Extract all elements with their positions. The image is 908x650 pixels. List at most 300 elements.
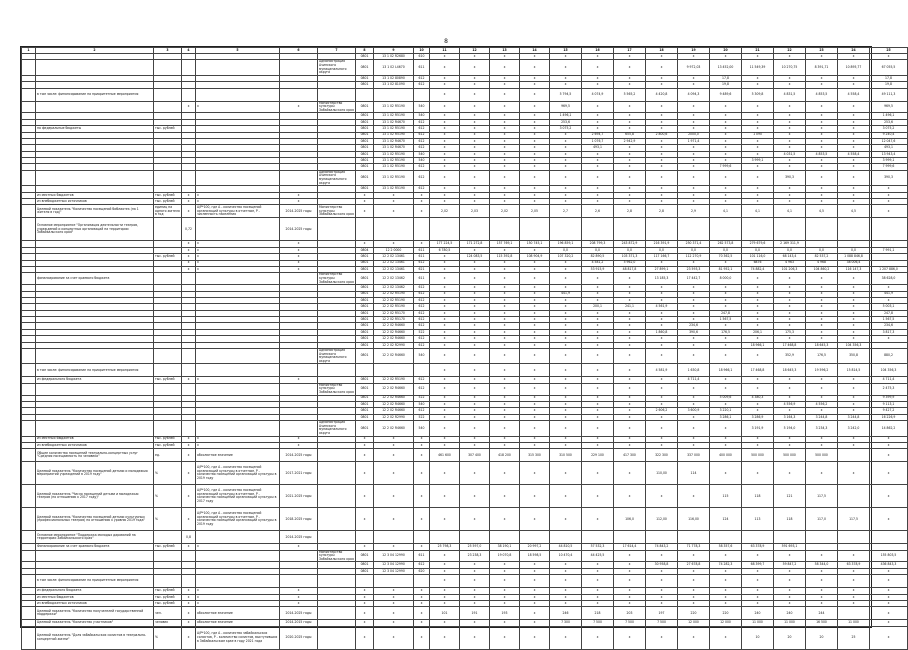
value-cell: x	[646, 342, 678, 348]
value-cell: х	[870, 626, 908, 649]
value-cell: x	[490, 285, 520, 291]
target-code-cell: 13 1 02 R5190	[374, 113, 414, 119]
value-cell: x	[550, 442, 582, 448]
row-name-cell: Целевой показатель "Доля забайкальских солистов в театрально-концертной жизни"	[36, 626, 154, 649]
value-cell: x	[838, 383, 870, 395]
formula-cell	[196, 60, 280, 75]
value-cell: x	[460, 54, 490, 60]
section-code-cell: 0801	[356, 414, 374, 420]
value-cell: x	[582, 421, 614, 436]
unit-cell	[154, 364, 182, 377]
target-code-cell: 13 1 02 R5190	[374, 126, 414, 132]
value-cell: x	[430, 199, 460, 205]
formula-cell	[196, 273, 280, 285]
value-cell: x	[582, 383, 614, 395]
value-cell: x	[550, 377, 582, 383]
value-cell: 315 300	[520, 449, 550, 462]
value-cell: х	[520, 626, 550, 649]
value-cell: x	[806, 145, 838, 151]
value-cell: x	[520, 349, 550, 364]
target-code-cell: 12 2 02 R4660	[374, 401, 414, 407]
expense-type-cell: 612	[414, 377, 430, 383]
value-cell: x	[460, 60, 490, 75]
value-cell: x	[742, 192, 774, 198]
row-number-cell	[22, 462, 36, 485]
value-cell: x	[742, 291, 774, 297]
value-cell: 3 817,3	[870, 329, 908, 335]
target-code-cell: 12 2 0000	[374, 247, 414, 253]
value-cell: x	[582, 442, 614, 448]
weight-cell	[182, 170, 196, 185]
value-cell: x	[460, 126, 490, 132]
value-cell: 118	[742, 485, 774, 508]
value-cell: 20	[774, 626, 806, 649]
value-cell: 8 391,71	[806, 60, 838, 75]
expense-type-cell: 540	[414, 158, 430, 164]
value-cell: x	[520, 401, 550, 407]
value-cell: x	[430, 254, 460, 260]
value-cell: x	[430, 436, 460, 442]
value-cell: x	[520, 317, 550, 323]
value-cell	[774, 531, 806, 544]
unit-cell	[154, 88, 182, 101]
header-cell: 21	[742, 48, 774, 54]
value-cell: 4 074,9	[582, 88, 614, 101]
value-cell: 2 169 311,9	[774, 241, 806, 247]
value-cell: x	[742, 101, 774, 113]
value-cell: x	[806, 377, 838, 383]
value-cell: 44 425,5	[582, 550, 614, 562]
value-cell: x	[614, 119, 646, 125]
section-code-cell: 0801	[356, 297, 374, 303]
value-cell: 67 055,5	[870, 60, 908, 75]
value-cell: x	[520, 285, 550, 291]
header-cell: 19	[678, 48, 710, 54]
value-cell: x	[430, 164, 460, 170]
value-cell: х	[520, 485, 550, 508]
value-cell: x	[806, 82, 838, 88]
value-cell: х	[460, 626, 490, 649]
value-cell: x	[838, 132, 870, 138]
value-cell: 177 224,5	[430, 241, 460, 247]
value-cell: x	[490, 395, 520, 401]
value-cell: 400 000	[710, 449, 742, 462]
expense-type-cell: 620	[414, 568, 430, 574]
value-cell: x	[490, 260, 520, 266]
value-cell: x	[550, 342, 582, 348]
value-cell: x	[646, 138, 678, 144]
value-cell: x	[430, 550, 460, 562]
value-cell: x	[614, 323, 646, 329]
value-cell: x	[870, 199, 908, 205]
value-cell: x	[582, 377, 614, 383]
value-cell: x	[582, 101, 614, 113]
value-cell: 18 598,5	[520, 550, 550, 562]
value-cell: 3 075,2	[550, 126, 582, 132]
value-cell: 176,5	[710, 329, 742, 335]
value-cell: x	[646, 550, 678, 562]
value-cell: x	[460, 436, 490, 442]
value-cell: 23 593,3	[678, 266, 710, 272]
value-cell: x	[774, 304, 806, 310]
section-code-cell: 0801	[356, 408, 374, 414]
value-cell: x	[806, 75, 838, 81]
section-code-cell	[356, 531, 374, 544]
section-code-cell: 0801	[356, 186, 374, 192]
value-cell: x	[520, 88, 550, 101]
executor-cell	[318, 626, 356, 649]
value-cell: x	[550, 186, 582, 192]
value-cell: x	[806, 408, 838, 414]
value-cell: х	[520, 508, 550, 531]
weight-cell	[182, 349, 196, 364]
value-cell: x	[838, 408, 870, 414]
value-cell: x	[582, 323, 614, 329]
value-cell: x	[550, 138, 582, 144]
section-code-cell: 0801	[356, 349, 374, 364]
table-row	[22, 170, 908, 185]
value-cell: х	[520, 462, 550, 485]
value-cell: x	[742, 601, 774, 607]
value-cell: 310 500	[550, 449, 582, 462]
table-row	[22, 626, 908, 649]
value-cell: x	[490, 342, 520, 348]
value-cell: x	[550, 310, 582, 316]
value-cell: x	[460, 186, 490, 192]
unit-cell: единиц на одного жителя в год	[155, 205, 180, 217]
value-cell	[550, 531, 582, 544]
section-code-cell: 0801	[356, 158, 374, 164]
value-cell	[678, 531, 710, 544]
target-code-cell: х	[374, 620, 414, 626]
value-cell: x	[646, 421, 678, 436]
unit-cell: %	[154, 626, 182, 649]
value-cell: 18 645,3	[806, 342, 838, 348]
unit-cell	[154, 575, 182, 588]
value-cell: x	[490, 291, 520, 297]
target-code-cell: x	[374, 594, 414, 600]
value-cell: 247,8	[870, 310, 908, 316]
value-cell: x	[614, 377, 646, 383]
value-cell: x	[520, 158, 550, 164]
value-cell: 38 006,4	[838, 260, 870, 266]
value-cell: x	[520, 336, 550, 342]
value-cell: х	[430, 620, 460, 626]
value-cell: 2,8	[646, 205, 678, 218]
value-cell: 11 000	[838, 620, 870, 626]
row-name-cell	[36, 170, 154, 185]
expense-type-cell	[414, 364, 430, 377]
value-cell: 9 113,1	[870, 401, 908, 407]
value-cell: 3 244,8	[806, 414, 838, 420]
section-code-cell: 0801	[356, 550, 374, 562]
value-cell: x	[490, 310, 520, 316]
value-cell: x	[678, 285, 710, 291]
value-cell: 3 191,9	[742, 421, 774, 436]
value-cell: 49 111,3	[870, 88, 908, 101]
value-cell: x	[430, 310, 460, 316]
value-cell: 6 780,5	[430, 247, 460, 253]
value-cell: x	[430, 138, 460, 144]
expense-type-cell: х	[414, 485, 430, 508]
value-cell: x	[430, 383, 460, 395]
value-cell: x	[460, 562, 490, 568]
value-cell: x	[430, 336, 460, 342]
value-cell: x	[678, 186, 710, 192]
value-cell: 63 378,9	[838, 562, 870, 568]
value-cell: x	[520, 247, 550, 253]
value-cell: x	[838, 138, 870, 144]
value-cell: x	[550, 75, 582, 81]
period-cell: 2017-2021 годы	[280, 462, 318, 485]
expense-type-cell: 612	[414, 164, 430, 170]
value-cell: x	[646, 186, 678, 192]
value-cell: x	[430, 285, 460, 291]
value-cell	[430, 218, 460, 241]
value-cell: х	[838, 462, 870, 485]
target-code-cell: 12 2 02 R5190	[374, 297, 414, 303]
value-cell: x	[806, 395, 838, 401]
value-cell: 8 000,0	[710, 273, 742, 285]
value-cell: x	[742, 170, 774, 185]
value-cell: x	[646, 317, 678, 323]
value-cell: x	[490, 151, 520, 157]
executor-cell: Администрация Ачинского муниципального округа	[318, 349, 356, 364]
row-number-cell	[22, 60, 36, 75]
value-cell: x	[742, 297, 774, 303]
value-cell: 4 711,4	[870, 377, 908, 383]
expense-type-cell: 610	[414, 54, 430, 60]
value-cell: 2 694,7	[582, 132, 614, 138]
value-cell: x	[614, 192, 646, 198]
value-cell: 4,5	[838, 205, 870, 218]
value-cell: x	[614, 145, 646, 151]
value-cell: x	[490, 594, 520, 600]
value-cell: 250 371,4	[678, 241, 710, 247]
value-cell: х	[460, 485, 490, 508]
value-cell	[678, 218, 710, 241]
value-cell: x	[460, 170, 490, 185]
value-cell: 155 803,5	[870, 550, 908, 562]
target-code-cell: x	[374, 544, 414, 550]
value-cell: x	[550, 408, 582, 414]
value-cell: x	[838, 310, 870, 316]
value-cell: 9 972,03	[678, 60, 710, 75]
value-cell: x	[520, 75, 550, 81]
value-cell: x	[742, 349, 774, 364]
value-cell: x	[582, 317, 614, 323]
row-name-cell	[36, 550, 154, 562]
value-cell: x	[582, 297, 614, 303]
value-cell	[870, 218, 908, 241]
weight-cell: x	[182, 247, 196, 253]
value-cell: x	[678, 317, 710, 323]
formula-cell: x	[196, 254, 280, 260]
value-cell: x	[490, 54, 520, 60]
value-cell: 591 693,1	[774, 544, 806, 550]
value-cell: x	[490, 401, 520, 407]
value-cell: x	[710, 158, 742, 164]
expense-type-cell: x	[414, 588, 430, 594]
executor-cell: Министерство культуры Забайкальского края	[319, 100, 354, 112]
value-cell: x	[520, 138, 550, 144]
value-cell: x	[710, 199, 742, 205]
value-cell: x	[460, 151, 490, 157]
value-cell: x	[774, 377, 806, 383]
expense-type-cell: х	[414, 626, 430, 649]
value-cell: x	[838, 436, 870, 442]
expense-type-cell: x	[414, 594, 430, 600]
value-cell: x	[614, 336, 646, 342]
value-cell: 115	[710, 485, 742, 508]
value-cell: x	[430, 414, 460, 420]
value-cell: 3 286,9	[742, 414, 774, 420]
value-cell: x	[550, 260, 582, 266]
section-code-cell: 0801	[356, 75, 374, 81]
target-code-cell: 13 1 02 R4670	[374, 138, 414, 144]
value-cell: х	[460, 462, 490, 485]
period-cell: 2014-2025 годы	[280, 531, 318, 544]
value-cell	[742, 531, 774, 544]
value-cell: х	[582, 485, 614, 508]
value-cell: x	[806, 436, 838, 442]
value-cell: х	[806, 462, 838, 485]
value-cell: 229 100	[582, 449, 614, 462]
value-cell: x	[710, 401, 742, 407]
value-cell: 2,02	[490, 205, 520, 218]
unit-cell	[154, 218, 182, 241]
value-cell: x	[774, 101, 806, 113]
value-cell: x	[430, 54, 460, 60]
value-cell: x	[774, 164, 806, 170]
value-cell: x	[490, 383, 520, 395]
section-code-cell: 0801	[356, 132, 374, 138]
value-cell: x	[520, 414, 550, 420]
target-code-cell: х	[374, 462, 414, 485]
value-cell: x	[774, 601, 806, 607]
value-cell: x	[678, 436, 710, 442]
header-cell: 15	[550, 48, 582, 54]
value-cell: x	[460, 82, 490, 88]
value-cell: x	[490, 101, 520, 113]
row-name-cell	[36, 60, 154, 75]
row-name-cell: в том числе: финансирование на приоритетные мероприятия	[36, 88, 154, 101]
value-cell: 11 549,39	[742, 60, 774, 75]
value-cell	[646, 218, 678, 241]
value-cell: x	[520, 126, 550, 132]
value-cell: x	[520, 304, 550, 310]
value-cell: x	[430, 297, 460, 303]
row-number-cell	[22, 205, 36, 218]
value-cell: 25 798,3	[430, 544, 460, 550]
value-cell: x	[838, 442, 870, 448]
weight-cell: x	[182, 544, 196, 550]
expense-type-cell: 612	[414, 145, 430, 151]
value-cell: x	[520, 164, 550, 170]
value-cell: x	[742, 550, 774, 562]
value-cell: x	[430, 395, 460, 401]
value-cell	[710, 218, 742, 241]
value-cell: x	[550, 414, 582, 420]
period-cell: x	[280, 588, 318, 594]
expense-type-cell: 612	[414, 170, 430, 185]
value-cell: x	[520, 260, 550, 266]
executor-cell: Министерство культуры Забайкальского края	[319, 382, 354, 394]
value-cell: 70 362,5	[710, 254, 742, 260]
value-cell: x	[614, 164, 646, 170]
value-cell: 124 083,5	[460, 254, 490, 260]
value-cell: x	[646, 291, 678, 297]
value-cell: x	[678, 101, 710, 113]
table-row	[22, 421, 908, 436]
target-code-cell: х	[374, 626, 414, 649]
period-cell	[280, 273, 318, 285]
value-cell: x	[742, 588, 774, 594]
target-code-cell: 12 2 02 R5190	[374, 291, 414, 297]
period-cell: 2014-2025 годы	[280, 607, 318, 620]
value-cell: x	[838, 291, 870, 297]
expense-type-cell: х	[414, 462, 430, 485]
value-cell: x	[806, 192, 838, 198]
value-cell: 18 966,1	[710, 364, 742, 377]
row-number-cell	[22, 364, 36, 377]
value-cell: 418 200	[490, 449, 520, 462]
value-cell: x	[460, 145, 490, 151]
row-number-cell	[22, 626, 36, 649]
value-cell: x	[520, 266, 550, 272]
value-cell: 7 500	[614, 620, 646, 626]
value-cell: x	[774, 145, 806, 151]
value-cell: x	[710, 145, 742, 151]
value-cell: x	[582, 199, 614, 205]
value-cell: 234,6	[678, 323, 710, 329]
value-cell: x	[838, 186, 870, 192]
value-cell: 390,6	[678, 329, 710, 335]
expense-type-cell: 612	[414, 132, 430, 138]
weight-cell	[182, 364, 196, 377]
value-cell: x	[646, 285, 678, 291]
value-cell: 218	[582, 607, 614, 620]
header-cell: 16	[582, 48, 614, 54]
value-cell: x	[774, 75, 806, 81]
value-cell: x	[774, 273, 806, 285]
value-cell: x	[460, 304, 490, 310]
table-row	[22, 462, 908, 485]
value-cell: x	[550, 158, 582, 164]
period-cell	[280, 60, 318, 75]
target-code-cell: 12 3 04 12990	[374, 562, 414, 568]
value-cell: 220	[678, 607, 710, 620]
weight-cell	[182, 383, 196, 395]
value-cell: x	[550, 401, 582, 407]
value-cell: x	[582, 364, 614, 377]
value-cell: x	[520, 170, 550, 185]
value-cell: x	[838, 395, 870, 401]
value-cell: 4 968	[806, 260, 838, 266]
value-cell: x	[710, 421, 742, 436]
value-cell: х	[550, 626, 582, 649]
value-cell: x	[614, 349, 646, 364]
value-cell: x	[806, 54, 838, 60]
value-cell: 5 309,8	[742, 88, 774, 101]
expense-type-cell: 612	[414, 383, 430, 395]
expense-type-cell: 612	[414, 323, 430, 329]
target-code-cell: 13 1 02 R5190	[374, 151, 414, 157]
value-cell: x	[838, 113, 870, 119]
value-cell: x	[710, 151, 742, 157]
value-cell: x	[774, 285, 806, 291]
table-row	[22, 575, 908, 588]
